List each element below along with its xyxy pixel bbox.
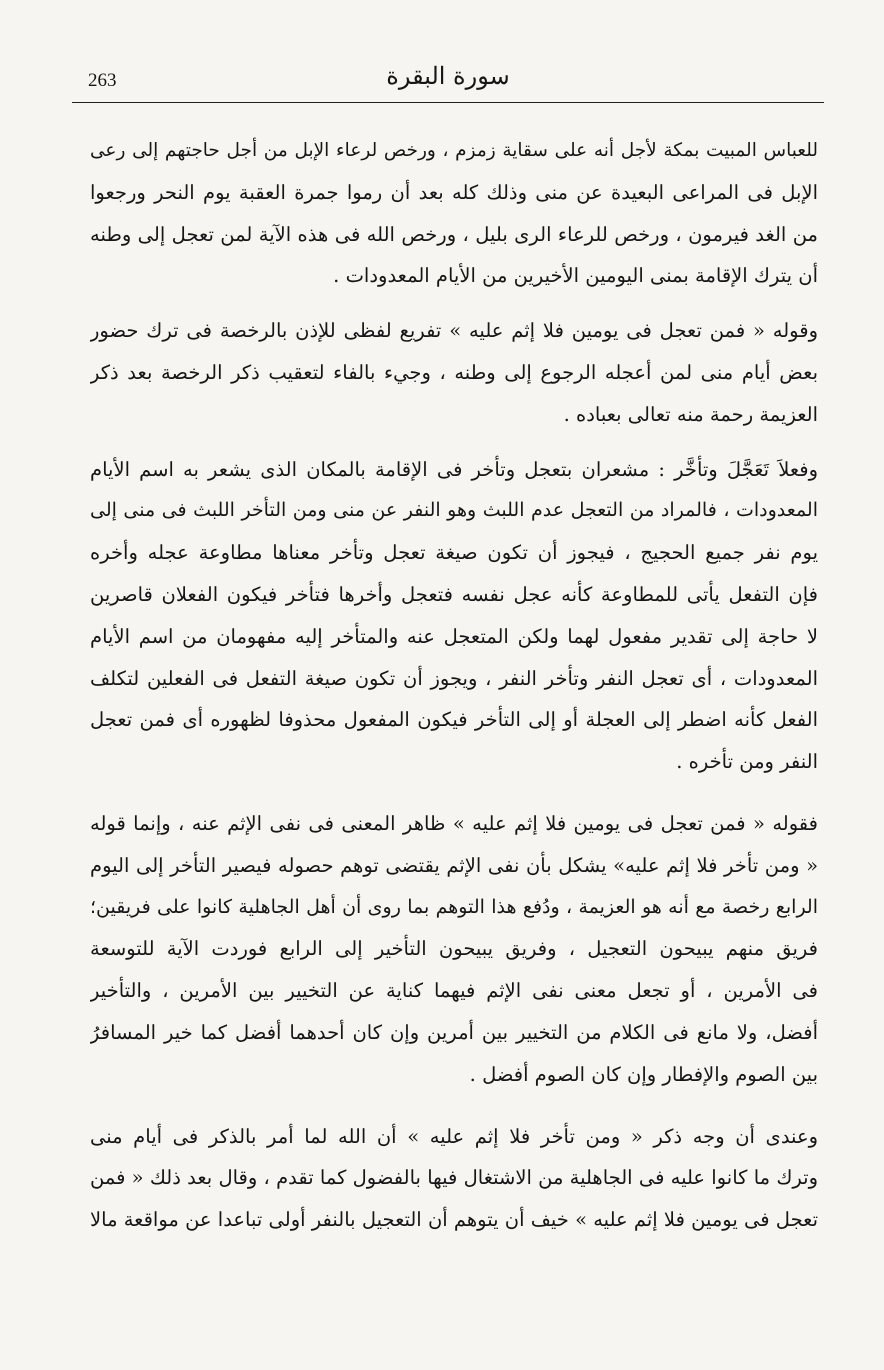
paragraph-4 (90, 803, 818, 1096)
page-body (90, 130, 818, 1241)
text-line: الفعل كأنه اضطر إلى العجلة أو إلى التأخر فيكون المفعول محذوفا لظهوره أى فمن تعجل (90, 708, 818, 732)
text-line: بعض أيام منى لمن أعجله الرجوع إلى وطنه ، وجيء بالفاء لتعقيب ذكر الرخصة بعد ذكر (90, 360, 818, 384)
text-line: الرابع رخصة مع أنه هو العزيمة ، ودُفع هذا التوهم بما روى أن أهل الجاهلية كانوا على فريقين؛ (90, 895, 818, 918)
text-line: فإن التفعل يأتى للمطاوعة كأنه عجل نفسه فتعجل وأخرها فتأخر فيكون الفعلان قاصرين (90, 582, 818, 606)
text-line: العزيمة رحمة منه تعالى بعباده . (563, 402, 818, 426)
text-line: أن يترك الإقامة بمنى اليومين الأخيرين من الأيام المعدودات . (333, 264, 818, 288)
text-line: فى الأمرين ، أو تجعل معنى نفى الإثم فيهما كناية عن التخيير بين الأمرين ، والتأخير (90, 979, 818, 1003)
text-line: النفر ومن تأخره . (676, 750, 818, 774)
text-line: « ومن تأخر فلا إثم عليه» يشكل بأن نفى الإثم يقتضى توهم حصوله فيصير التأخر إلى اليوم (90, 853, 818, 877)
text-line: الإبل فى المراعى البعيدة عن منى وذلك كله بعد أن رموا جمرة العقبة يوم النحر ورجعوا (90, 180, 818, 204)
text-line: وقوله « فمن تعجل فى يومين فلا إثم عليه » تفريع لفظى للإذن بالرخصة فى ترك حضور (90, 319, 818, 343)
text-line: وعندى أن وجه ذكر « ومن تأخر فلا إثم عليه » أن الله لما أمر بالذكر فى أيام منى (90, 1124, 818, 1148)
text-line: وترك ما كانوا عليه فى الجاهلية من الاشتغال فيها بالفضول كما تقدم ، وقال بعد ذلك « فمن (90, 1166, 818, 1190)
text-line: فريق منهم يبيحون التعجيل ، وفريق يبيحون التأخير إلى الرابع فوردت الآية للتوسعة (90, 937, 818, 961)
text-line: لا حاجة إلى تقدير مفعول لهما ولكن المتعجل عنه والمتأخر إليه مفهومان من اسم الأيام (90, 624, 818, 648)
text-line: تعجل فى يومين فلا إثم عليه » خيف أن يتوهم أن التعجيل بالنفر أولى تباعدا عن مواقعة مالا (90, 1208, 818, 1232)
text-line: يوم نفر جميع الحجيج ، فيجوز أن تكون صيغة تعجل وتأخر معناها مطاوعة عجله وأخره (90, 541, 818, 565)
paragraph-3 (90, 449, 818, 783)
paragraph-5 (90, 1116, 818, 1241)
page-number: 263 (88, 70, 117, 91)
text-line: من الغد فيرمون ، ورخص للرعاء الرى بليل ، ورخص الله فى هذه الآية لمن تعجل إلى وطنه (90, 222, 818, 246)
paragraph-2 (90, 310, 818, 435)
text-line: للعباس المبيت بمكة لأجل أنه على سقاية زمزم ، ورخص لرعاء الإبل من أجل حاجتهم إلى رعى (90, 140, 818, 161)
text-line: أفضل، ولا مانع فى الكلام من التخيير بين أمرين وإن كان أحدهما أفضل كما خير المسافرُ (90, 1020, 818, 1044)
page-header (72, 58, 824, 103)
text-line: بين الصوم والإفطار وإن كان الصوم أفضل . (469, 1062, 818, 1086)
text-line: وفعلاَ تَعَجَّلَ وتأخَّر : مشعران بتعجل وتأخر فى الإقامة بالمكان الذى يشعر به اسم الأيام (90, 457, 818, 481)
surah-title: سورة البقرة (386, 62, 510, 90)
paragraph-1 (90, 130, 818, 297)
text-line: المعدودات ، أى تعجل النفر وتأخر النفر ، ويجوز أن تكون صيغة التفعل فى الفعلين لتكلف (90, 666, 818, 690)
text-line: فقوله « فمن تعجل فى يومين فلا إثم عليه » ظاهر المعنى فى نفى الإثم عنه ، وإنما قوله (90, 811, 818, 835)
text-line: المعدودات ، فالمراد من التعجل عدم اللبث وهو النفر عن منى ومن التأخر اللبث فى منى إلى (90, 499, 818, 522)
